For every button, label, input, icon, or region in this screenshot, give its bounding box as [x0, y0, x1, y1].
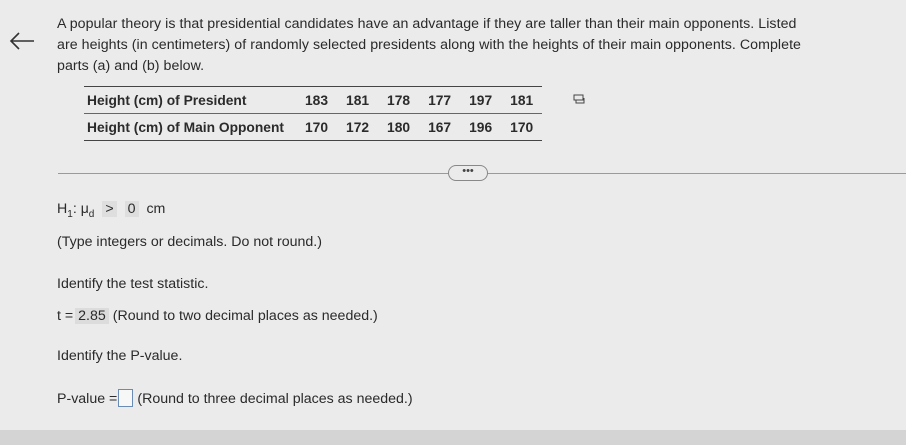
- table-cell: 197: [460, 87, 501, 114]
- hypothesis-value: 0: [125, 201, 139, 217]
- table-cell: 170: [296, 114, 337, 141]
- p-value-input[interactable]: [118, 389, 133, 407]
- row-header: Height (cm) of Main Opponent: [84, 114, 296, 141]
- mu-symbol: μ: [80, 200, 89, 216]
- table-cell: 177: [419, 87, 460, 114]
- test-statistic-label: Identify the test statistic.: [57, 276, 209, 292]
- t-value: 2.85: [75, 308, 109, 324]
- test-statistic-row: [57, 308, 378, 324]
- copy-data-icon[interactable]: [573, 94, 585, 104]
- hypothesis-symbol: H: [57, 201, 68, 217]
- table-row-opponent: [84, 114, 542, 141]
- problem-line-2: are heights (in centimeters) of randomly selected presidents along with the heights of their main opponents. Complete: [57, 37, 802, 53]
- p-value-label: Identify the P-value.: [57, 348, 183, 364]
- table-cell: 170: [501, 114, 542, 141]
- p-value-note: (Round to three decimal places as needed.): [137, 391, 413, 407]
- problem-line-1: A popular theory is that presidential candidates have an advantage if they are taller than their main opponents. Listed: [57, 16, 797, 32]
- t-note: (Round to two decimal places as needed.): [112, 308, 378, 324]
- problem-statement: [57, 14, 897, 77]
- table-cell: 180: [378, 114, 419, 141]
- rounding-note: (Type integers or decimals. Do not round.): [57, 234, 322, 250]
- back-arrow-icon[interactable]: [8, 30, 36, 52]
- p-value-row: [57, 389, 413, 407]
- alternative-hypothesis: [57, 200, 165, 220]
- row-header: Height (cm) of President: [84, 87, 296, 114]
- table-cell: 178: [378, 87, 419, 114]
- problem-line-3: parts (a) and (b) below.: [57, 58, 205, 74]
- p-value-prefix: P-value =: [57, 391, 118, 407]
- hypothesis-subscript: 1: [67, 208, 73, 220]
- mu-subscript: d: [88, 208, 95, 220]
- height-data-table: [84, 86, 542, 141]
- hypothesis-unit: cm: [146, 201, 166, 217]
- table-cell: 183: [296, 87, 337, 114]
- table-cell: 196: [460, 114, 501, 141]
- t-prefix: t =: [57, 308, 74, 324]
- bottom-bar: [0, 430, 906, 445]
- table-cell: 167: [419, 114, 460, 141]
- hypothesis-separator: :: [72, 201, 77, 217]
- table-cell: 181: [337, 87, 378, 114]
- table-cell: 172: [337, 114, 378, 141]
- expand-button[interactable]: •••: [448, 165, 488, 181]
- table-row-president: [84, 87, 542, 114]
- table-cell: 181: [501, 87, 542, 114]
- hypothesis-operator: >: [102, 201, 116, 217]
